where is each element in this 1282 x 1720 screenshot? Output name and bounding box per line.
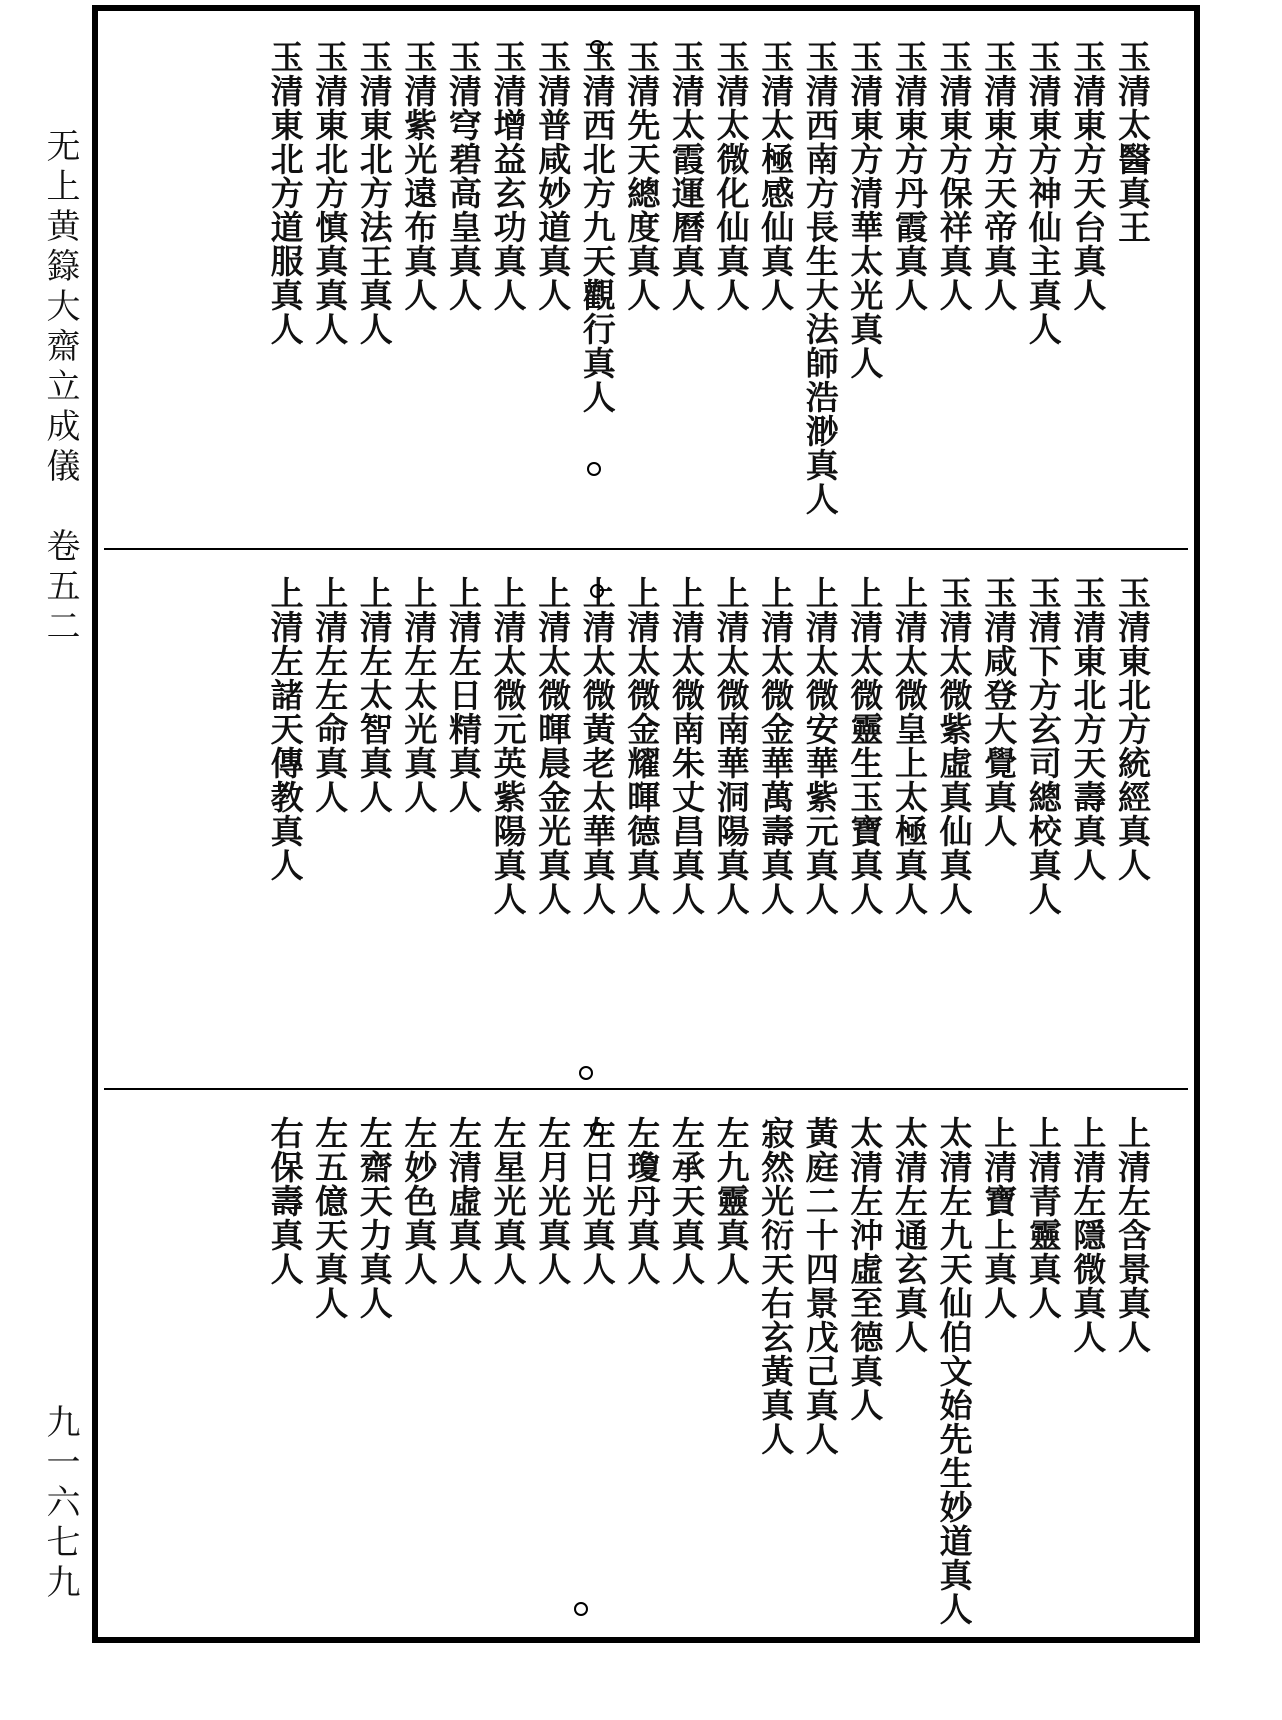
text-column: 上清太微金華萬壽真人 [756, 576, 796, 916]
circle-mark [590, 1122, 604, 1136]
text-column: 上清太微安華紫元真人 [800, 576, 840, 916]
text-column: 上清太微元英紫陽真人 [488, 576, 528, 916]
text-column: 左五億天真人 [310, 1116, 350, 1320]
text-column: 左月光真人 [533, 1116, 573, 1286]
text-column: 左星光真人 [488, 1116, 528, 1286]
text-column: 上清左太光真人 [399, 576, 439, 814]
text-column: 玉清西北方九天觀行真人 [577, 40, 617, 414]
text-column: 玉清東北方法王真人 [354, 40, 394, 346]
text-column: 玉清下方玄司總校真人 [1023, 576, 1063, 916]
text-column: 上清太微黃老太華真人 [577, 576, 617, 916]
circle-mark [590, 584, 604, 598]
text-column: 左九靈真人 [711, 1116, 751, 1286]
text-column: 玉清咸登大覺真人 [979, 576, 1019, 848]
text-column: 玉清先天總度真人 [622, 40, 662, 312]
circle-mark [579, 1066, 593, 1080]
text-column: 左齋天力真人 [354, 1116, 394, 1320]
text-column: 玉清東北方慎真真人 [310, 40, 350, 346]
text-column: 太清左沖虛至德真人 [845, 1116, 885, 1422]
text-column: 上清太微南華洞陽真人 [711, 576, 751, 916]
text-column: 左清虛真人 [444, 1116, 483, 1286]
text-column: 玉清穹碧高皇真人 [444, 40, 483, 312]
book-title: 无上黄籙大齋立成儀 卷五二 [40, 128, 80, 648]
text-column: 玉清東方丹霞真人 [890, 40, 929, 312]
text-column: 玉清太醫真王 [1113, 40, 1152, 244]
text-column: 寂然光衍天右玄黃真人 [756, 1116, 796, 1456]
text-column: 上清青靈真人 [1023, 1116, 1063, 1320]
text-column: 上清太微皇上太極真人 [890, 576, 929, 916]
text-column: 黃庭二十四景戊己真人 [800, 1116, 840, 1456]
text-column: 左日光真人 [577, 1116, 617, 1286]
text-column: 玉清東北方統經真人 [1113, 576, 1152, 882]
text-column: 上清太微暉晨金光真人 [533, 576, 573, 916]
text-column: 上清左左命真人 [310, 576, 350, 814]
circle-mark [587, 462, 601, 476]
circle-mark [574, 1602, 588, 1616]
text-column: 上清左日精真人 [444, 576, 483, 814]
text-column: 右保壽真人 [265, 1116, 305, 1286]
text-column: 上清太微金耀暉德真人 [622, 576, 662, 916]
text-column: 玉清太霞運曆真人 [667, 40, 706, 312]
panel-middle [104, 550, 1188, 1088]
text-column: 玉清東方天台真人 [1068, 40, 1108, 312]
text-column: 上清左太智真人 [354, 576, 394, 814]
text-column: 上清左隱微真人 [1068, 1116, 1108, 1354]
text-column: 左妙色真人 [399, 1116, 439, 1286]
circle-mark [590, 40, 604, 54]
text-column: 玉清東方天帝真人 [979, 40, 1019, 312]
text-column: 玉清太微紫虛真仙真人 [934, 576, 974, 916]
text-column: 上清太微靈生玉寶真人 [845, 576, 885, 916]
text-column: 左瓊丹真人 [622, 1116, 662, 1286]
text-column: 上清太微南朱丈昌真人 [667, 576, 706, 916]
text-column: 玉清普咸妙道真人 [533, 40, 573, 312]
panel-bottom [104, 1090, 1188, 1634]
text-column: 玉清東北方道服真人 [265, 40, 305, 346]
text-column: 上清左諸天傳教真人 [265, 576, 305, 882]
panel-top [104, 14, 1188, 548]
text-column: 左承天真人 [667, 1116, 706, 1286]
text-column: 玉清太微化仙真人 [711, 40, 751, 312]
text-column: 玉清增益玄功真人 [488, 40, 528, 312]
text-column: 太清左通玄真人 [890, 1116, 929, 1354]
text-column: 玉清東方神仙主真人 [1023, 40, 1063, 346]
text-column: 太清左九天仙伯文始先生妙道真人 [934, 1116, 974, 1626]
text-column: 玉清西南方長生大法師浩渺真人 [800, 40, 840, 516]
text-column: 玉清東北方天壽真人 [1068, 576, 1108, 882]
text-column: 上清寶上真人 [979, 1116, 1019, 1320]
text-column: 玉清東方清華太光真人 [845, 40, 885, 380]
text-column: 玉清紫光遠布真人 [399, 40, 439, 312]
page-number: 九一六七九 [40, 1404, 80, 1604]
text-column: 玉清東方保祥真人 [934, 40, 974, 312]
text-column: 玉清太極感仙真人 [756, 40, 796, 312]
text-column: 上清左含景真人 [1113, 1116, 1152, 1354]
